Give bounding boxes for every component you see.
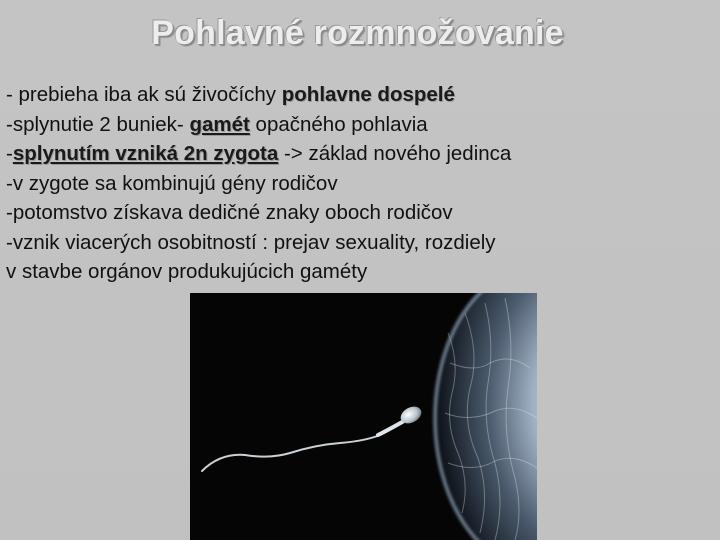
bullet-line [6, 228, 706, 258]
text-segment: -> základ nového jedinca [278, 142, 512, 165]
bullet-line [6, 80, 706, 110]
text-segment: - prebieha iba ak sú živočíchy [6, 83, 282, 106]
slide-title: Pohlavné rozmnožovanie [151, 14, 564, 52]
bullet-line [6, 169, 706, 199]
text-segment: -v zygote sa kombinujú gény rodičov [6, 171, 338, 195]
text-segment: - [6, 142, 13, 165]
text-segment: opačného pohlavia [249, 112, 428, 136]
sperm-egg-micrograph-image [190, 293, 537, 540]
text-segment: -potomstvo získava dedičné znaky oboch rodičov [6, 201, 453, 224]
bullet-line [6, 110, 706, 140]
bullet-line [6, 198, 706, 228]
bullet-list [6, 80, 706, 287]
text-segment: v stavbe orgánov produkujúcich gaméty [6, 260, 368, 283]
sperm-egg-micrograph-icon [190, 293, 537, 540]
emphasis-text: pohlavne dospelé [281, 83, 455, 106]
bullet-line [6, 257, 706, 287]
emphasis-text: gamét [189, 112, 250, 136]
emphasis-text: splynutím vzniká 2n zygota [12, 142, 279, 165]
text-segment: -vznik viacerých osobitností : prejav sexuality, rozdiely [6, 230, 496, 254]
bullet-line [6, 139, 706, 169]
text-segment: -splynutie 2 buniek- [6, 112, 190, 136]
